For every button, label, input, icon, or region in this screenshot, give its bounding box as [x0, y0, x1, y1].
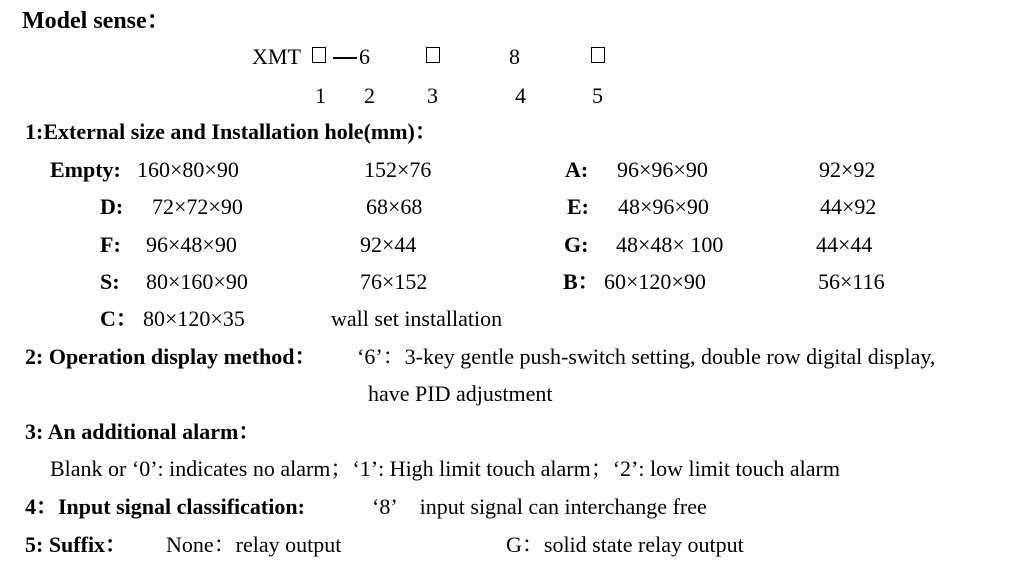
- section-1-heading: 1:External size and Installation hole(mm)：: [25, 119, 437, 144]
- size-key: A:: [565, 157, 589, 182]
- size-value: 96×96×90: [617, 157, 708, 182]
- size-key: Empty:: [50, 157, 121, 182]
- size-key: B：: [563, 269, 600, 294]
- section-2-heading: 2: Operation display method：: [25, 344, 317, 369]
- model-blank-box-3: [426, 47, 440, 63]
- model-dash: [333, 57, 357, 59]
- section-4-text: ‘8’ input signal can interchange free: [372, 494, 707, 519]
- hole-value: 152×76: [364, 157, 432, 182]
- position-number: 3: [427, 83, 438, 108]
- position-number: 4: [515, 83, 526, 108]
- section-3-text: Blank or ‘0’: indicates no alarm；‘1’: High limit touch alarm；‘2’: low limit touch alarm: [50, 456, 840, 481]
- page-title: Model sense：: [22, 8, 171, 34]
- hole-value: 44×44: [816, 232, 873, 257]
- hole-value: 92×92: [819, 157, 876, 182]
- section-4-heading: 4：Input signal classification:: [25, 494, 305, 519]
- size-value: 72×72×90: [152, 194, 243, 219]
- model-eight: 8: [509, 44, 520, 69]
- position-number: 1: [315, 83, 326, 108]
- position-number: 5: [592, 83, 603, 108]
- size-key: D:: [100, 194, 124, 219]
- section-3-heading: 3: An additional alarm：: [25, 419, 261, 444]
- model-blank-box-1: [312, 47, 326, 63]
- model-six: 6: [359, 44, 370, 69]
- hole-value: 92×44: [360, 232, 417, 257]
- hole-value: 56×116: [818, 269, 885, 294]
- size-value: 96×48×90: [146, 232, 237, 257]
- section-2-text: ‘6’：3-key gentle push-switch setting, double row digital display,: [357, 344, 936, 369]
- size-value: 60×120×90: [604, 269, 706, 294]
- size-value: 80×120×35: [143, 306, 245, 331]
- model-prefix: XMT: [252, 44, 301, 69]
- hole-value: 44×92: [820, 194, 877, 219]
- model-blank-box-5: [591, 47, 605, 63]
- suffix-g: G：solid state relay output: [506, 532, 744, 557]
- size-value: 48×96×90: [618, 194, 709, 219]
- section-5-heading: 5: Suffix：: [25, 532, 128, 557]
- position-number: 2: [364, 83, 375, 108]
- size-key: F:: [100, 232, 121, 257]
- size-key: C：: [100, 306, 138, 331]
- suffix-none: None：relay output: [166, 532, 342, 557]
- hole-value: 68×68: [366, 194, 423, 219]
- hole-value: wall set installation: [331, 306, 503, 331]
- size-key: G:: [564, 232, 589, 257]
- size-value: 160×80×90: [137, 157, 239, 182]
- size-key: S:: [100, 269, 120, 294]
- size-value: 80×160×90: [146, 269, 248, 294]
- size-key: E:: [567, 194, 589, 219]
- section-2-text-continued: have PID adjustment: [368, 381, 553, 406]
- size-value: 48×48× 100: [616, 232, 724, 257]
- hole-value: 76×152: [360, 269, 428, 294]
